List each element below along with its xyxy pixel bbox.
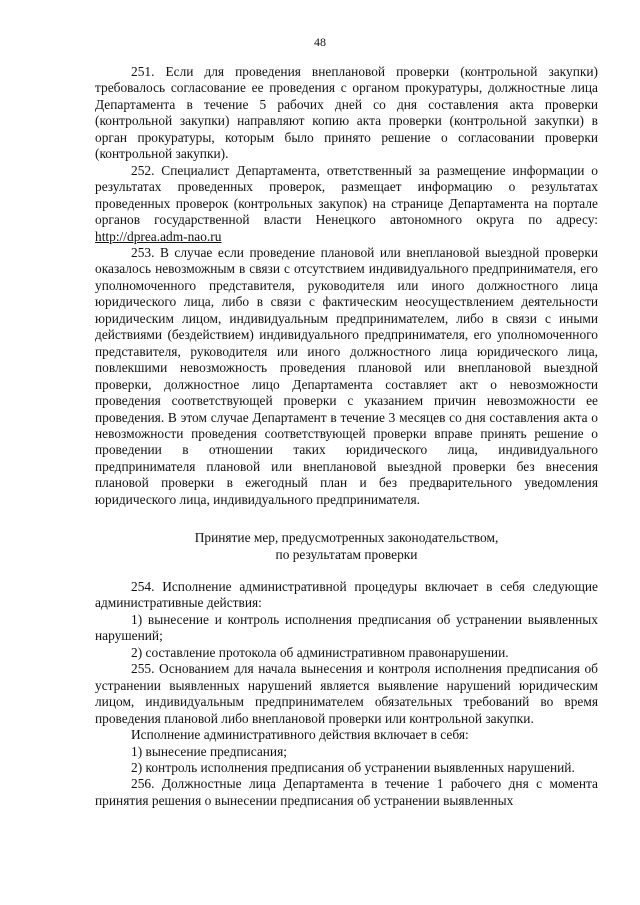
paragraph-256: 256. Должностные лица Департамента в течение 1 рабочего дня с момента принятия решения о вынесении предписания об устранении выявленных [95,776,598,808]
paragraph-255: 255. Основанием для начала вынесения и контроля исполнения предписания об устранении выявленных нарушений является выявление нарушений юридическим лицом, индивидуальным предпринимателем обязательных требований во время проведения плановой либо внеплановой проверки или контрольной закупки. [95,661,598,726]
section-heading-line-2: по результатам проверки [275,546,418,562]
paragraph-255-item-1: 1) вынесение предписания; [131,743,287,759]
paragraph-252-text: 252. Специалист Департамента, ответственный за размещение информации о результатах проведенных проверок, размещает информацию о результатах проведенных проверок (контрольных закупок) на странице Департамента на портале органов государственной власти Ненецкого автономного округа по адресу: [95,162,598,228]
section-paragraphs-254-256 [95,579,598,809]
page-number: 48 [314,35,326,49]
paragraph-252 [95,163,598,245]
paragraph-254: 254. Исполнение административной процедуры включает в себя следующие административные действия: [95,579,598,611]
portal-link[interactable]: http://dprea.adm-nao.ru [95,228,222,244]
paragraph-255-item-2: 2) контроль исполнения предписания об устранении выявленных нарушений. [131,759,575,775]
section-heading-line-1: Принятие мер, предусмотренных законодательством, [194,530,499,545]
paragraph-251: 251. Если для проведения внеплановой проверки (контрольной закупки) требовалось согласование ее проведения с органом прокуратуры, должностные лица Департамента в течение 5 рабочих дней со дня составления акта проверки (контрольной закупки) направляют копию акта проверки (контрольной закупки) в орган прокуратуры, которым было принято решение о согласовании проверки (контрольной закупки). [95,64,598,162]
section-heading [95,530,598,563]
paragraph-253: 253. В случае если проведение плановой или внеплановой выездной проверки оказалось невозможным в связи с отсутствием индивидуального предпринимателя, его уполномоченного представителя, руководителя или иного должностного лица юридического лица, либо в связи с фактическим неосуществлением деятельности юридическим лицом, индивидуальным предпринимателем, либо в связи с иными действиями (бездействием) индивидуального предпринимателя, его уполномоченного представителя, руководителя или иного должностного лица юридического лица, повлекшими невозможность проведения плановой или внеплановой выездной проверки, должностное лицо Департамента составляет акт о невозможности проведения соответствующей проверки с указанием причин невозможности ее проведения. В этом случае Департамент в течение 3 месяцев со дня составления акта о невозможности проведения соответствующей проверки вправе принять решение о проведении в отношении таких юридического лица, индивидуального предпринимателя плановой или внеплановой выездной проверки без внесения плановой проверки в ежегодный план и без предварительного уведомления юридического лица, индивидуального предпринимателя. [95,244,598,507]
paragraph-254-item-1: 1) вынесение и контроль исполнения предписания об устранении выявленных нарушений; [95,611,598,644]
paragraph-255-intro: Исполнение административного действия включает в себя: [131,727,469,743]
paragraph-254-item-2: 2) составление протокола об административном правонарушении. [131,644,509,660]
section-paragraphs-251-253 [95,64,598,508]
